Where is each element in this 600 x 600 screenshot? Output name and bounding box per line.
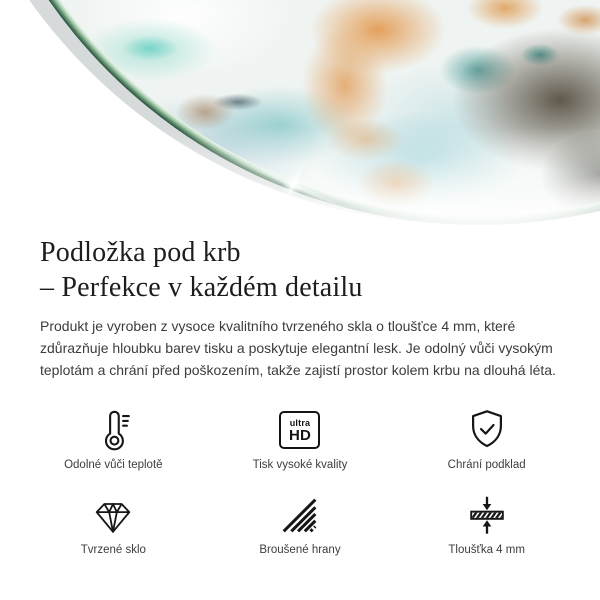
beveled-edge-icon: [277, 492, 323, 538]
ultra-hd-icon-text-top: ultra: [289, 417, 311, 428]
page-title: [40, 235, 560, 305]
feature-label: Tvrzené sklo: [80, 544, 146, 556]
feature-label: Odolné vůči teplotě: [64, 459, 163, 471]
features-grid: [20, 407, 580, 557]
thermometer-icon: [90, 407, 136, 453]
ultra-hd-icon-text-bottom: HD: [288, 426, 312, 444]
feature-thickness: [448, 492, 525, 557]
ultra-hd-icon: [279, 407, 320, 453]
shield-check-icon: [464, 407, 510, 453]
thickness-icon: [464, 492, 510, 538]
page-title-line2: – Perfekce v každém detailu: [40, 272, 363, 303]
feature-label: Broušené hrany: [259, 544, 341, 556]
photo-fade-overlay: [0, 0, 600, 235]
feature-heat-resistant: [64, 407, 162, 472]
feature-print-quality: [253, 407, 348, 472]
diamond-icon: [90, 492, 136, 538]
feature-label: Tloušťka 4 mm: [448, 544, 525, 556]
feature-label: Chrání podklad: [447, 459, 526, 471]
feature-label: Tisk vysoké kvality: [252, 459, 348, 471]
feature-protects-surface: [448, 407, 526, 472]
feature-ground-edges: [259, 492, 340, 557]
page-title-line1: Podložka pod krb: [40, 237, 241, 268]
product-photo: [0, 0, 600, 235]
feature-tempered-glass: [81, 492, 146, 557]
product-description: Produkt je vyroben z vysoce kvalitního tvrzeného skla o tloušťce 4 mm, které zdůrazňuje hloubku barev tisku a poskytuje elegantní lesk. Je odolný vůči vysokým teplotám a chrání před poškozením, takže zajistí prostor kolem krbu na dlouhá léta.: [40, 318, 556, 378]
